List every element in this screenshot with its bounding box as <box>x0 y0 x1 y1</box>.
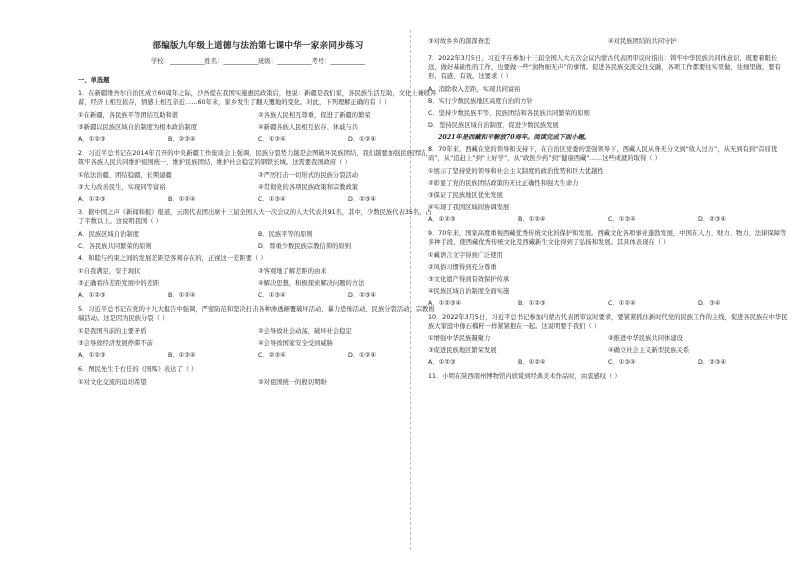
statement: ②各族人民相互尊重，促进了新疆的繁荣 <box>258 111 371 119</box>
question-3-stem: 3．据中国之声《新闻和报》报道，云南代表团出席十三届全国人大一次会议的人大代表共91名，其中，少数民族代表35名，占了半数以上。这说明我国（ ） <box>78 209 432 226</box>
statement: ④确立社会主义新型民族关系 <box>608 347 690 355</box>
question-7-stem: 7．2022年3月5日，习近平在参加十三届全国人大五次会议内蒙古代表团审议时指出：铸牢中华民族共同体意识，既要着眼长远、做好基础性的工作，也要做一些“润物细无声”的事情。促进各民族交流交往交融，各项工作都要往实里做，往细里做，要有形、有感、有效。这要求（ ） <box>428 54 781 80</box>
statement: ④民族区域自治制度全面实施 <box>428 287 510 295</box>
statement: ①依法治疆、团结稳疆，长期建疆 <box>78 171 172 179</box>
statement: ④新疆各族人民相互依存、休戚与共 <box>258 123 359 131</box>
choice-b[interactable]: B．①②④ <box>518 216 546 224</box>
choice-a[interactable]: A．①②③ <box>78 292 106 300</box>
statement: ④解决思想，积极探索解决问题的方法 <box>258 280 365 288</box>
choice-c[interactable]: C．坚持少数民族平等、民族团结和各民族共同繁荣的原则 <box>428 109 590 117</box>
question-2-statements <box>78 172 438 181</box>
choice-c[interactable]: C．各民族共同繁荣的原则 <box>78 243 152 251</box>
choice-b[interactable]: B．①③④ <box>168 351 196 359</box>
question-6-statements <box>78 379 438 388</box>
statement: ④对民族团结的共同守护 <box>608 38 677 45</box>
choice-b[interactable]: B．①②③ <box>518 299 546 307</box>
statement: ①展示了坚持党的领导和社会主义制度的政治优势和巨大优越性 <box>428 168 604 176</box>
statement: ②对祖国统一的殷切期盼 <box>258 378 327 386</box>
choice-b[interactable]: B．②③④ <box>168 135 196 143</box>
statement: ④会导致国家安全受到威胁 <box>258 339 333 347</box>
question-10-stem: 10．2022年3月5日，习近平总书记参加内蒙古代表团审议时要求，要紧紧抓住新时代党的民族工作的主线，促进各民族在中华民族大家庭中像石榴籽一样紧紧抱在一起。这说明要于我们（ ） <box>428 313 788 330</box>
choice-d[interactable]: D．②③④ <box>348 292 377 300</box>
statement: ③保证了民族地区优先发展 <box>428 192 503 200</box>
choice-c[interactable]: C．①②④ <box>608 299 636 307</box>
question-10-statements <box>428 335 788 344</box>
question-4-choices <box>78 292 438 301</box>
choice-a[interactable]: A．民族区域自治制度 <box>78 231 139 239</box>
statement: ①增强中华民族凝聚力 <box>428 335 491 343</box>
statement: ②会导致社会动荡，破坏社会稳定 <box>258 327 352 335</box>
question-1-choices <box>78 136 438 145</box>
statement: ③文化遗产得到有效保护传承 <box>428 275 510 283</box>
choice-c[interactable]: C．①③④ <box>608 216 636 224</box>
statement: ②风俗习惯得到充分尊重 <box>428 263 497 271</box>
page-title: 部编版九年级上道德与法治第七课中华一家亲同步练习 <box>152 41 364 51</box>
reading-note: 2021年是西藏和平解放70周年。阅读完成下面小题。 <box>438 133 591 141</box>
question-3-choices <box>78 243 438 252</box>
statement: ①在新疆，各民族平等团结互助和谐 <box>78 111 179 119</box>
choice-d[interactable]: D．②③④ <box>698 359 727 367</box>
statement: ①藏语言文字得到广泛使用 <box>428 251 503 259</box>
question-10-choices <box>428 359 788 368</box>
statement: ③对故乡乡的深深眷恋 <box>428 38 491 45</box>
statement: ③新疆以民族区域自治制度为根本政治制度 <box>78 123 197 131</box>
right-column <box>428 38 788 386</box>
question-2-statements <box>78 184 438 193</box>
question-2-choices <box>78 196 438 205</box>
statement: ③大力改善民生，实现同等富裕 <box>78 183 166 191</box>
statement: ④贯彻党的各项民族政策和宗教政策 <box>258 183 359 191</box>
question-1-statements <box>78 124 438 133</box>
choice-a[interactable]: A．①②③④ <box>428 299 462 307</box>
question-8-stem: 8．70年来，西藏在党的领导和支持下，在自治区党委的坚强领导下，西藏人民从身无分文到“收入过万”，从无到有到“首屈优码”，从“追赶上”到“上好学”，从“政医少药”到“健康西藏”……这些成就的取得（ ） <box>428 146 778 163</box>
question-5-statements <box>78 328 438 337</box>
left-column <box>78 40 438 391</box>
question-10-statements <box>428 347 788 356</box>
student-info-line: 学校：___________姓名：___________班级：___________考号：___________ <box>150 58 366 66</box>
choice-c[interactable]: C．②③④ <box>258 351 286 359</box>
choice-d[interactable]: D．①②④ <box>348 135 377 143</box>
choice-a[interactable]: A．消除收入差距，实现共同富裕 <box>428 85 521 93</box>
question-1-statements <box>78 112 438 121</box>
statement: ④实现了我国区域间协调发展 <box>428 204 510 212</box>
choice-a[interactable]: A．①②③ <box>78 195 106 203</box>
choice-c[interactable]: C．①③④ <box>258 195 286 203</box>
choice-a[interactable]: A．①②③ <box>78 135 106 143</box>
choice-c[interactable]: C．①③④ <box>258 135 286 143</box>
choice-b[interactable]: B．①②④ <box>168 195 196 203</box>
choice-d[interactable]: D．③④ <box>698 299 721 307</box>
statement: ①对文化交流的迫切希望 <box>78 378 147 386</box>
question-9-stem: 9．70年来，国家高度重视西藏优秀传统文化的保护和发展。西藏文化各项事业蓬勃发展，中国在人力、财力、物力、法律保障等多种手段，使西藏优秀传统文化及西藏新生文化得到了弘扬和发展。其具体表现在（ ） <box>428 230 787 246</box>
statement: ③正确看待差距发展中的差距 <box>78 280 160 288</box>
statement: ②彰显了党的民族团结政策的无比正确性和强大生命力 <box>428 180 579 188</box>
statement: ①自我满足，安于现状 <box>78 268 141 276</box>
question-8-choices <box>428 216 788 225</box>
choice-b[interactable]: B．实行少数民族地区高度自治的方针 <box>428 97 534 105</box>
choice-a[interactable]: A．①②③ <box>78 351 106 359</box>
statement: ②客观地了解差距的由来 <box>258 268 327 276</box>
choice-b[interactable]: B．民族平等的原则 <box>258 231 313 239</box>
question-5-choices <box>78 352 438 361</box>
question-6-statements-cont <box>428 38 788 47</box>
statement: ①是我国当前的主要矛盾 <box>78 327 147 335</box>
question-11-stem: 11．小明在陕西南州博物馆内欣赏到经典美术作品时，由衷感叹（ ） <box>428 373 621 381</box>
statement: ②推进中华民族共同体建设 <box>608 335 683 343</box>
choice-d[interactable]: D．②③④ <box>348 195 377 203</box>
statement: ②严厉打击一切形式的民族分裂活动 <box>258 171 359 179</box>
question-1-stem: 1．在新疆维吾尔自治区成立60周年之际，沙吾提在我国实施惠民政策后，他说：新疆是我们家，各民族生活互助，文化上兼收并蓄，经济上相互依存，情感上相互亲近……60年来，家乡发生了翻天覆地的变化。对此，下列理解正确的有（ ） <box>78 90 437 107</box>
question-4-statements <box>78 280 438 289</box>
question-5-statements <box>78 340 438 349</box>
question-3-choices <box>78 231 438 240</box>
question-4-stem: 4．和睦与约束之间的发展差距是客观存在的，正视这一差距要（ ） <box>78 255 267 263</box>
choice-b[interactable]: B．①②④ <box>168 292 196 300</box>
choice-d[interactable]: D．坚持民族区域自治制度，促进少数民族发展 <box>428 121 559 129</box>
question-6-stem: 6．图民先生于右任的《国殇》表达了（ ） <box>78 365 198 373</box>
section-heading: 一、单选题 <box>78 77 110 85</box>
choice-b[interactable]: B．①②④ <box>518 359 546 367</box>
statement: ③会导致经济发展停滞不前 <box>78 339 153 347</box>
choice-a[interactable]: A．①②③ <box>428 216 456 224</box>
question-4-statements <box>78 268 438 277</box>
choice-c[interactable]: C．①③④ <box>258 292 286 300</box>
choice-d[interactable]: D．尊重少数民族宗教信仰的原则 <box>258 243 352 251</box>
question-5-stem: 5．习近平总书记在党的十九大报告中强调，严密防范和坚决打击各种渗透颠覆破坏活动、暴力恐怖活动、民族分裂活动、宗教极端活动。这是因为民族分裂（ ） <box>78 305 435 322</box>
choice-a[interactable]: A．①②③ <box>428 359 456 367</box>
question-2-stem: 2．习近平总书记在2014年召开的中央新疆工作座谈会上强调，民族分裂势力越是企图破坏民族团结，我们越要加强民族团结，筑牢各族人民共同维护祖国统一、维护民族团结、维护社会稳定的钢铁长城。这需要我国政府（ ） <box>78 149 432 166</box>
choice-c[interactable]: C．①③④ <box>608 359 636 367</box>
question-9-choices <box>428 300 788 309</box>
choice-d[interactable]: D．①②④ <box>348 351 377 359</box>
statement: ③促进民族地区繁荣发展 <box>428 347 497 355</box>
choice-d[interactable]: D．②③④ <box>698 216 727 224</box>
